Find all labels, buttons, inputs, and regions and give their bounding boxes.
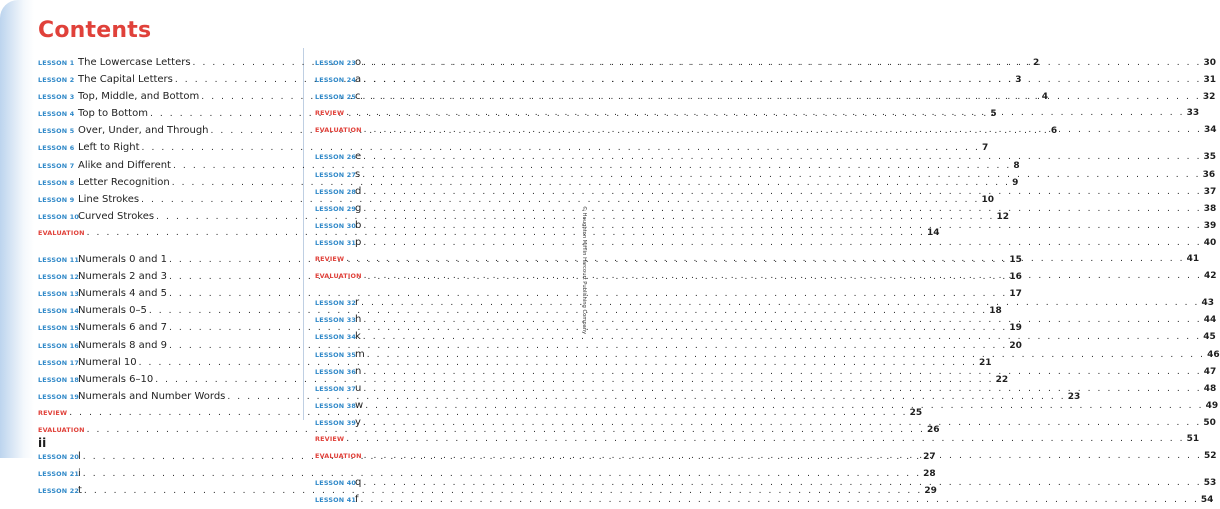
page-ref: 46 xyxy=(1207,349,1220,360)
page-ref: 44 xyxy=(1203,315,1217,326)
lesson-title: c xyxy=(355,91,361,103)
lesson-title: Curved Strokes xyxy=(78,210,155,222)
page-ref: 38 xyxy=(1203,203,1217,214)
lesson-label: LESSON 38 xyxy=(315,401,357,410)
lesson-label: LESSON 2 xyxy=(38,76,75,85)
lesson-label: LESSON 8 xyxy=(38,178,75,187)
dot-leader xyxy=(363,218,1201,235)
page-ref: 51 xyxy=(1186,433,1200,444)
page-ref: 39 xyxy=(1203,220,1217,231)
dot-leader xyxy=(363,329,1201,346)
lesson-title: l xyxy=(78,451,81,463)
toc-entry xyxy=(315,54,1217,71)
toc-entry xyxy=(315,88,1216,105)
eval-label: EVALUATION xyxy=(315,452,362,461)
lesson-title: Top to Bottom xyxy=(78,108,148,120)
dot-leader xyxy=(363,55,1201,72)
lesson-label: LESSON 25 xyxy=(315,93,357,102)
eval-label: EVALUATION xyxy=(38,425,85,434)
lesson-title: Numerals and Number Words xyxy=(78,390,226,402)
dot-leader xyxy=(363,381,1201,398)
page-ref: 2 xyxy=(1032,58,1040,68)
lesson-label: LESSON 12 xyxy=(38,273,80,282)
page-ref: 4 xyxy=(1041,92,1048,103)
lesson-label: LESSON 19 xyxy=(38,392,80,401)
lesson-label: LESSON 35 xyxy=(315,350,357,359)
lesson-title: Numerals 4 and 5 xyxy=(78,288,168,300)
lesson-title: Alike and Different xyxy=(78,159,171,171)
page-ref: 36 xyxy=(1202,169,1216,180)
lesson-title: o xyxy=(355,57,362,68)
toc-entry xyxy=(38,139,989,156)
lesson-label: LESSON 24 xyxy=(315,76,357,85)
lesson-label: LESSON 20 xyxy=(38,453,80,462)
lesson-title: b xyxy=(355,219,362,231)
lesson-title: Letter Recognition xyxy=(78,176,170,188)
toc-entry xyxy=(38,285,1022,302)
lesson-label: LESSON 37 xyxy=(315,384,357,393)
page-ref: 27 xyxy=(923,452,936,463)
lesson-label: LESSON 23 xyxy=(315,59,357,67)
lesson-label: LESSON 15 xyxy=(38,324,80,333)
page-ref: 17 xyxy=(1009,289,1022,300)
lesson-label: LESSON 30 xyxy=(315,221,357,230)
lesson-title: Over, Under, and Through xyxy=(78,125,209,137)
lesson-label: LESSON 39 xyxy=(315,418,357,427)
lesson-label: LESSON 9 xyxy=(38,195,75,204)
lesson-title: p xyxy=(355,236,362,248)
page-ref: 18 xyxy=(989,306,1002,317)
toc-entry-review xyxy=(315,105,1200,122)
review-label: REVIEW xyxy=(38,408,68,417)
page-title: Contents xyxy=(38,18,152,43)
page-ref: 40 xyxy=(1203,237,1217,248)
dot-leader xyxy=(363,415,1201,432)
lesson-title: Line Strokes xyxy=(78,193,140,205)
lesson-title: d xyxy=(355,185,362,197)
page-ref: 43 xyxy=(1201,298,1215,309)
copyright-notice: © Houghton Mifflin Harcourt Publishing Company xyxy=(581,205,587,335)
page-ref: 22 xyxy=(995,374,1009,385)
page-ref: 14 xyxy=(927,227,940,238)
lesson-label: LESSON 7 xyxy=(38,161,75,170)
lesson-title: k xyxy=(355,331,361,343)
lesson-label: LESSON 28 xyxy=(315,187,357,196)
lesson-label: LESSON 6 xyxy=(38,144,75,153)
lesson-title: t xyxy=(78,485,82,497)
page-ref: 12 xyxy=(996,211,1010,222)
page-ref: 30 xyxy=(1203,58,1217,68)
dot-leader xyxy=(367,347,1205,364)
lesson-label: LESSON 17 xyxy=(38,358,80,367)
lesson-title: q xyxy=(355,477,362,489)
eval-label: EVALUATION xyxy=(38,228,85,237)
lesson-label: LESSON 29 xyxy=(315,204,357,213)
lesson-title: Numerals 0–5 xyxy=(78,305,147,317)
lesson-title: r xyxy=(355,297,360,309)
review-label: REVIEW xyxy=(315,109,345,118)
lesson-title: n xyxy=(355,365,362,377)
page-ref: 20 xyxy=(1009,340,1022,351)
lesson-title: s xyxy=(355,168,361,180)
lesson-title: a xyxy=(355,74,362,86)
lesson-label: LESSON 1 xyxy=(38,59,75,67)
toc-entry xyxy=(315,71,1217,88)
lesson-label: LESSON 34 xyxy=(315,333,357,342)
page-ref: 37 xyxy=(1203,186,1217,197)
page-ref: 3 xyxy=(1015,75,1022,86)
dot-leader xyxy=(363,312,1201,329)
toc-entry-review xyxy=(315,431,1200,448)
page-ref: 53 xyxy=(1203,478,1217,489)
lesson-label: LESSON 33 xyxy=(315,316,357,325)
lesson-label: LESSON 40 xyxy=(315,479,357,488)
page-ref: 26 xyxy=(927,424,940,435)
dot-leader xyxy=(364,268,1202,285)
lesson-label: LESSON 5 xyxy=(38,127,75,136)
lesson-title: f xyxy=(355,494,359,506)
page-ref: 49 xyxy=(1205,400,1219,411)
page-ref: 28 xyxy=(923,469,936,480)
review-label: REVIEW xyxy=(315,255,345,264)
page-ref: 16 xyxy=(1009,272,1022,283)
toc-entry-eval xyxy=(315,122,1217,139)
page-ref: 5 xyxy=(990,109,997,120)
toc-entry xyxy=(315,234,1217,251)
dot-leader xyxy=(363,475,1201,492)
page-ref: 41 xyxy=(1186,254,1200,265)
lesson-label: LESSON 41 xyxy=(315,496,357,505)
page-ref: 29 xyxy=(924,486,937,497)
lesson-label: LESSON 18 xyxy=(38,375,80,384)
lesson-title: Numerals 2 and 3 xyxy=(78,271,168,283)
dot-leader xyxy=(346,431,1184,448)
eval-label: EVALUATION xyxy=(315,126,362,135)
dot-leader xyxy=(346,105,1184,122)
page-ref: 42 xyxy=(1204,271,1217,282)
page-ref: 6 xyxy=(1050,126,1058,137)
page-ref: 32 xyxy=(1202,92,1216,103)
dot-leader xyxy=(363,184,1201,201)
lesson-title: Numerals 6 and 7 xyxy=(78,322,168,334)
lesson-title: i xyxy=(78,468,81,480)
dot-leader xyxy=(363,89,1201,106)
toc-entry xyxy=(315,166,1216,183)
lesson-label: LESSON 26 xyxy=(315,153,357,162)
page-ref: 15 xyxy=(1009,255,1022,266)
eval-label: EVALUATION xyxy=(315,272,362,281)
page-ref: 19 xyxy=(1009,323,1022,334)
page-ref: 33 xyxy=(1186,108,1200,119)
dot-leader xyxy=(363,235,1201,252)
page-ref: 35 xyxy=(1203,152,1217,163)
page-ref: 25 xyxy=(909,407,923,418)
toc-entry xyxy=(315,148,1217,165)
dot-leader xyxy=(361,492,1199,509)
page-ref: 34 xyxy=(1204,125,1217,136)
lesson-title: The Lowercase Letters xyxy=(78,57,191,68)
page-ref: 21 xyxy=(979,357,992,368)
dot-leader xyxy=(363,201,1201,218)
dot-leader xyxy=(346,251,1184,268)
lesson-label: LESSON 10 xyxy=(38,212,80,221)
page-ref: 52 xyxy=(1204,451,1217,462)
page-ref: 48 xyxy=(1203,383,1217,394)
lesson-title: w xyxy=(355,399,364,411)
lesson-label: LESSON 11 xyxy=(38,256,80,265)
lesson-title: Numerals 0 and 1 xyxy=(78,254,168,266)
lesson-title: h xyxy=(355,314,362,326)
dot-leader xyxy=(361,295,1199,312)
lesson-title: Numeral 10 xyxy=(78,356,137,368)
lesson-title: y xyxy=(355,416,361,428)
page-ref: 9 xyxy=(1012,177,1019,188)
lesson-title: Left to Right xyxy=(78,142,140,154)
page-ref: 45 xyxy=(1203,332,1216,343)
lesson-label: LESSON 27 xyxy=(315,170,357,179)
lesson-label: LESSON 4 xyxy=(38,110,75,119)
lesson-label: LESSON 32 xyxy=(315,299,357,308)
lesson-label: LESSON 22 xyxy=(38,487,80,496)
lesson-title: g xyxy=(355,202,362,214)
dot-leader xyxy=(363,72,1201,89)
page-ref: 47 xyxy=(1203,366,1217,377)
lesson-title: The Capital Letters xyxy=(78,74,173,86)
dot-leader xyxy=(363,149,1201,166)
lesson-title: Numerals 6–10 xyxy=(78,373,154,385)
lesson-label: LESSON 31 xyxy=(315,238,357,247)
toc-entry xyxy=(38,465,936,482)
lesson-label: LESSON 21 xyxy=(38,470,80,479)
page-ref: 8 xyxy=(1013,160,1020,171)
dot-leader xyxy=(364,448,1202,465)
dot-leader xyxy=(365,398,1203,415)
dot-leader xyxy=(364,122,1202,139)
lesson-title: Top, Middle, and Bottom xyxy=(78,91,200,103)
page-ref: 7 xyxy=(981,143,989,154)
page-ref: 54 xyxy=(1200,495,1214,506)
lesson-label: LESSON 3 xyxy=(38,93,75,102)
lesson-title: Numerals 8 and 9 xyxy=(78,339,168,351)
lesson-title: e xyxy=(355,151,362,163)
page-ref: 31 xyxy=(1203,75,1217,86)
page-ref: 10 xyxy=(981,194,995,205)
lesson-label: LESSON 13 xyxy=(38,290,80,299)
page-ref: 23 xyxy=(1067,391,1081,402)
lesson-title: u xyxy=(355,382,362,394)
page-ref: 50 xyxy=(1203,417,1216,428)
lesson-label: LESSON 14 xyxy=(38,307,80,316)
dot-leader xyxy=(362,167,1200,184)
lesson-label: LESSON 36 xyxy=(315,367,357,376)
page-number: ii xyxy=(38,436,47,450)
review-label: REVIEW xyxy=(315,434,345,443)
lesson-label: LESSON 16 xyxy=(38,341,80,350)
lesson-title: m xyxy=(355,348,365,360)
dot-leader xyxy=(363,364,1201,381)
